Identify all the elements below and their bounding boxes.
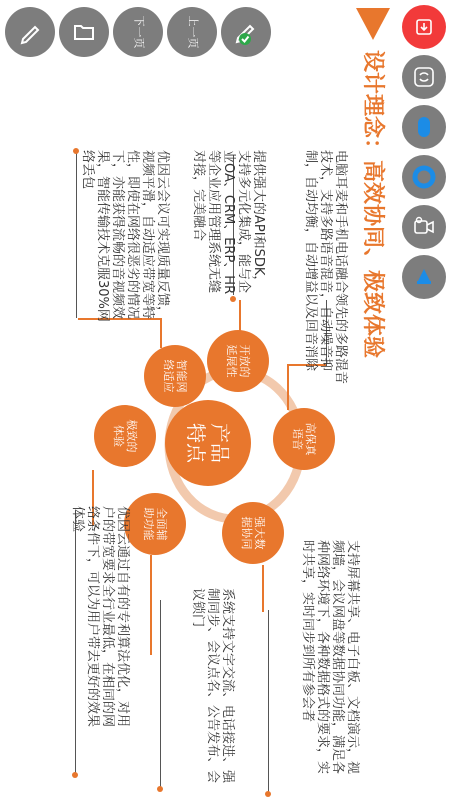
prev-page-label: 上一页 xyxy=(186,15,199,49)
camera-button[interactable] xyxy=(402,205,446,249)
title-arrow-icon xyxy=(354,6,392,42)
lead-dot-experience xyxy=(72,772,78,778)
prev-page-button[interactable] xyxy=(167,7,217,57)
node-experience xyxy=(94,405,156,467)
text-assist: 系统支持文字交流、电话接进、强制同步、会议点名、公告发布、会议锁门 xyxy=(190,588,235,784)
text-network: 优因云会议可实现质量反馈，视频平滑，自动适应带宽等特性，即使在网络很恶劣的情况下，亦能获得流畅的音视频效果，智能传输技术克服30%网络丢包 xyxy=(80,150,170,322)
blue-bell-icon xyxy=(410,263,438,291)
blue-pill-icon xyxy=(411,114,437,140)
switch-button[interactable] xyxy=(402,55,446,99)
node-assist-label: 全面辅 助功能 xyxy=(142,507,168,541)
next-page-button[interactable] xyxy=(113,7,163,57)
node-assist xyxy=(124,493,186,555)
center-label: 产品 特点 xyxy=(184,423,232,463)
node-extend-label: 开放的 延展性 xyxy=(225,344,251,378)
lead-dot-data xyxy=(265,791,271,797)
mic-button[interactable] xyxy=(402,105,446,149)
folder-button[interactable] xyxy=(59,7,109,57)
slide-title: 设计理念：高效协同、极致体验 xyxy=(360,50,385,359)
text-extend: 提供强大的API和SDK，支持多元化集成，能与企业OA、CRM、ERP、HR等企业应用管理系统无缝对接，完美融合 xyxy=(191,150,266,295)
text-data: 支持屏幕共享、电子白板、文档演示，视频墙，会议网盘等数据协同功能，满足各种网络环境下，各种数据格式的要求，实时共享，实时同步到所有参会者 xyxy=(300,540,360,775)
node-experience-label: 极致的 体验 xyxy=(112,419,138,453)
pencil-icon xyxy=(15,17,45,47)
folder-icon xyxy=(69,17,99,47)
exit-icon xyxy=(413,16,435,38)
node-network xyxy=(144,345,206,407)
connector-data xyxy=(262,565,264,612)
node-voice-label: 高保真 语音 xyxy=(291,422,317,456)
connector-assist xyxy=(150,555,152,655)
lead-line-data xyxy=(268,610,269,795)
speaker-button[interactable] xyxy=(402,255,446,299)
lead-line-assist xyxy=(160,600,161,790)
record-button[interactable] xyxy=(402,155,446,199)
connector-voice xyxy=(287,364,289,410)
lead-line-network xyxy=(76,150,77,318)
connector-extend xyxy=(239,300,241,332)
node-voice xyxy=(273,408,335,470)
node-data-label: 强大数 据协同 xyxy=(240,516,266,550)
refresh-icon xyxy=(411,64,437,90)
annotate-button[interactable] xyxy=(221,7,271,57)
exit-button[interactable] xyxy=(402,5,446,49)
pencil-button[interactable] xyxy=(5,7,55,57)
lead-dot-assist xyxy=(157,786,163,792)
pen-check-icon xyxy=(229,15,263,49)
node-extend xyxy=(207,330,269,392)
center-circle xyxy=(165,400,251,486)
next-page-label: 下一页 xyxy=(132,15,145,49)
camera-screen-icon xyxy=(410,213,438,241)
text-voice: 电脑耳麦和手机电话融合领先的多路混音技术，支持多路语音混音，自动噪音抑制，自动均衡，自动增益以及回音消除 xyxy=(303,150,348,385)
blue-ring-icon xyxy=(410,163,438,191)
lead-dot-network xyxy=(73,148,79,154)
text-experience: 优因云通过自有的专利算法优化，对用户的带宽要求全行业最低，在相同的网络条件下，可以为用户带去更好的效果体验 xyxy=(70,506,130,728)
node-data xyxy=(222,502,284,564)
node-network-label: 智能网 络适应 xyxy=(162,359,188,393)
